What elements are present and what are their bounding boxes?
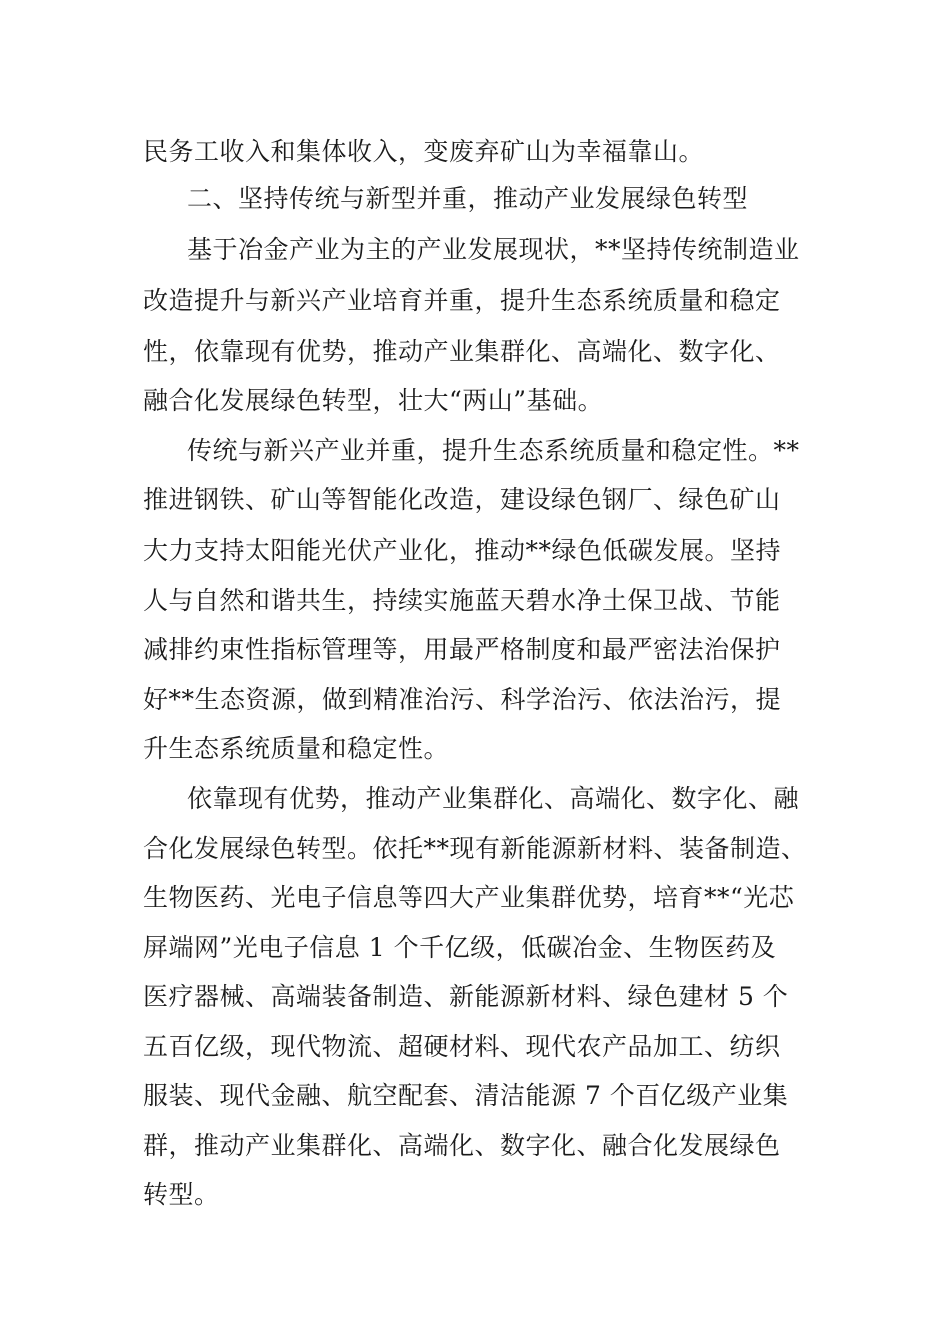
text-line: 好**生态资源，做到精准治污、科学治污、依法治污，提: [143, 685, 782, 714]
text-line: 基于冶金产业为主的产业发展现状，**坚持传统制造业: [187, 235, 800, 264]
text-line: 转型。: [143, 1180, 220, 1209]
section-heading: 二、坚持传统与新型并重，推动产业发展绿色转型: [187, 184, 749, 213]
text-line: 升生态系统质量和稳定性。: [143, 734, 450, 763]
text-line: 依靠现有优势，推动产业集群化、高端化、数字化、融: [187, 784, 800, 813]
text-line: 推进钢铁、矿山等智能化改造，建设绿色钢厂、绿色矿山: [143, 485, 781, 514]
text-line: 服装、现代金融、航空配套、清洁能源 7 个百亿级产业集: [143, 1081, 789, 1110]
text-line: 民务工收入和集体收入，变废弃矿山为幸福靠山。: [143, 137, 705, 166]
text-line: 五百亿级，现代物流、超硬材料、现代农产品加工、纺织: [143, 1032, 781, 1061]
text-line: 人与自然和谐共生，持续实施蓝天碧水净土保卫战、节能: [143, 586, 781, 615]
text-line: 改造提升与新兴产业培育并重，提升生态系统质量和稳定: [143, 286, 781, 315]
text-line: 传统与新兴产业并重，提升生态系统质量和稳定性。**: [187, 436, 800, 465]
text-line: 减排约束性指标管理等，用最严格制度和最严密法治保护: [143, 635, 781, 664]
text-line: 合化发展绿色转型。依托**现有新能源新材料、装备制造、: [143, 834, 807, 863]
text-line: 群，推动产业集群化、高端化、数字化、融合化发展绿色: [143, 1131, 781, 1160]
text-line: 融合化发展绿色转型，壮大“两山”基础。: [143, 386, 604, 415]
text-line: 生物医药、光电子信息等四大产业集群优势，培育**“光芯: [143, 883, 795, 912]
text-line: 性，依靠现有优势，推动产业集群化、高端化、数字化、: [143, 337, 781, 366]
text-line: 医疗器械、高端装备制造、新能源新材料、绿色建材 5 个: [143, 982, 789, 1011]
text-line: 屏端网”光电子信息 1 个千亿级，低碳冶金、生物医药及: [143, 933, 777, 962]
text-line: 大力支持太阳能光伏产业化，推动**绿色低碳发展。坚持: [143, 536, 782, 565]
